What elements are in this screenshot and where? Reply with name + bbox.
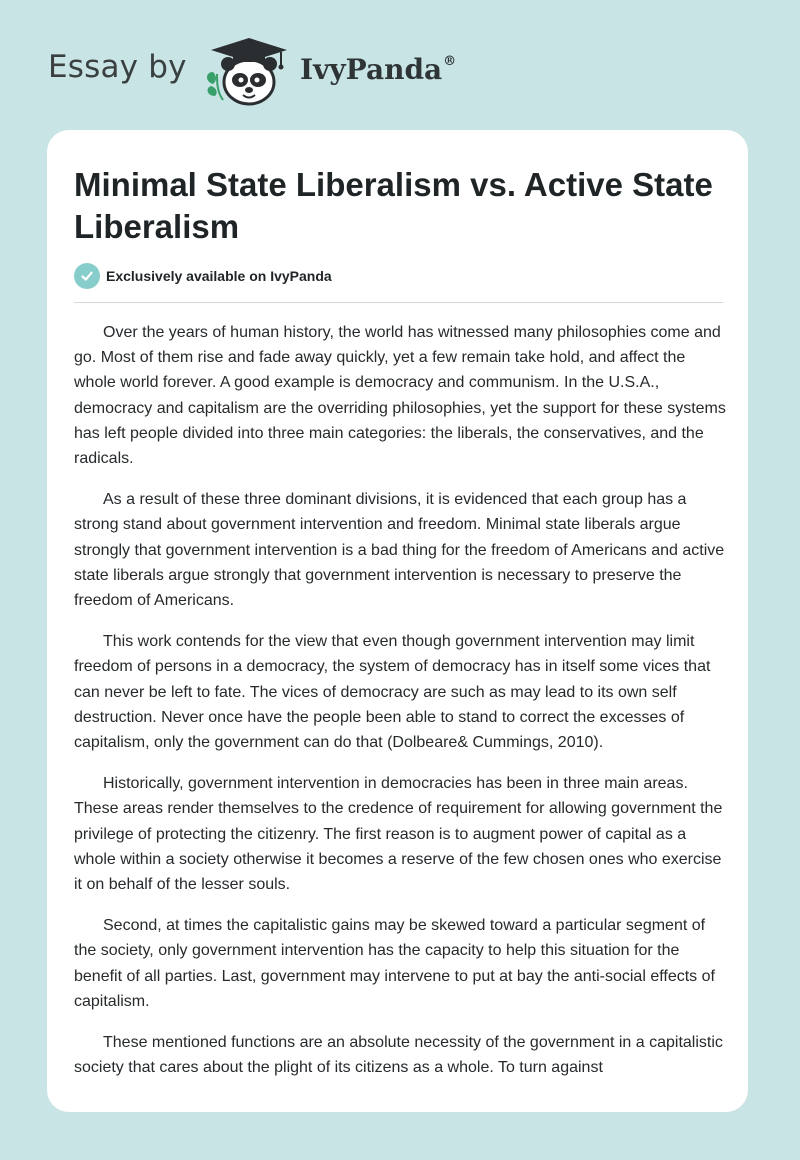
registered-mark: ® [443,53,457,69]
paragraph: Over the years of human history, the world has witnessed many philosophies come and go. Most of them rise and fade away quickly, yet a few remain take hold, and affect the whole world forever. A good example is democracy and communism. In the U.S.A., democracy and capitalism are the overriding philosophies, yet the support for these systems has left people divided into three main categories: the liberals, the conservatives, and the radicals. [74,324,726,468]
exclusive-badge [74,263,332,289]
paragraph: These mentioned functions are an absolute necessity of the government in a capitalistic society that cares about the plight of its citizens as a whole. To turn against [74,1034,723,1077]
paragraph: This work contends for the view that even though government intervention may limit freedom of persons in a democracy, the system of democracy has in itself some vices that can never be left to fate. The vices of democracy are such as may lead to its own self destruction. Never once have the people been able to stand to correct the excesses of capitalism, only the government can do that (Dolbeare& Cummings, 2010). [74,633,711,752]
exclusive-badge-label: Exclusively available on IvyPanda [106,268,332,284]
brand-name-text: IvyPanda [300,53,443,86]
essay-title: Minimal State Liberalism vs. Active State Liberalism [74,166,713,245]
site-header [48,36,548,106]
divider [74,302,723,303]
paragraph: Historically, government intervention in democracies has been in three main areas. These areas render themselves to the credence of requirement for allowing government the privilege of protecting the citizenry. The first reason is to augment power of capital as a whole within a society otherwise it becomes a reserve of the few chosen ones who exercise it on behalf of the lesser souls. [74,775,723,894]
essay-by-label: Essay by [48,49,187,85]
essay-card [47,130,748,1112]
panda-graduation-cap-logo-icon[interactable] [203,36,293,108]
brand-name[interactable] [300,53,456,86]
paragraph: Second, at times the capitalistic gains may be skewed toward a particular segment of the society, only government intervention has the capacity to help this situation for the benefit of all parties. Last, government may intervene to put at bay the anti-social effects of capitalism. [74,917,715,1010]
essay-body [74,320,726,1096]
check-circle-icon [74,263,100,289]
paragraph: As a result of these three dominant divisions, it is evidenced that each group has a strong stand about government intervention and freedom. Minimal state liberals argue strongly that government intervention is a bad thing for the freedom of Americans and active state liberals argue strongly that government intervention is necessary to preserve the freedom of Americans. [74,491,725,610]
